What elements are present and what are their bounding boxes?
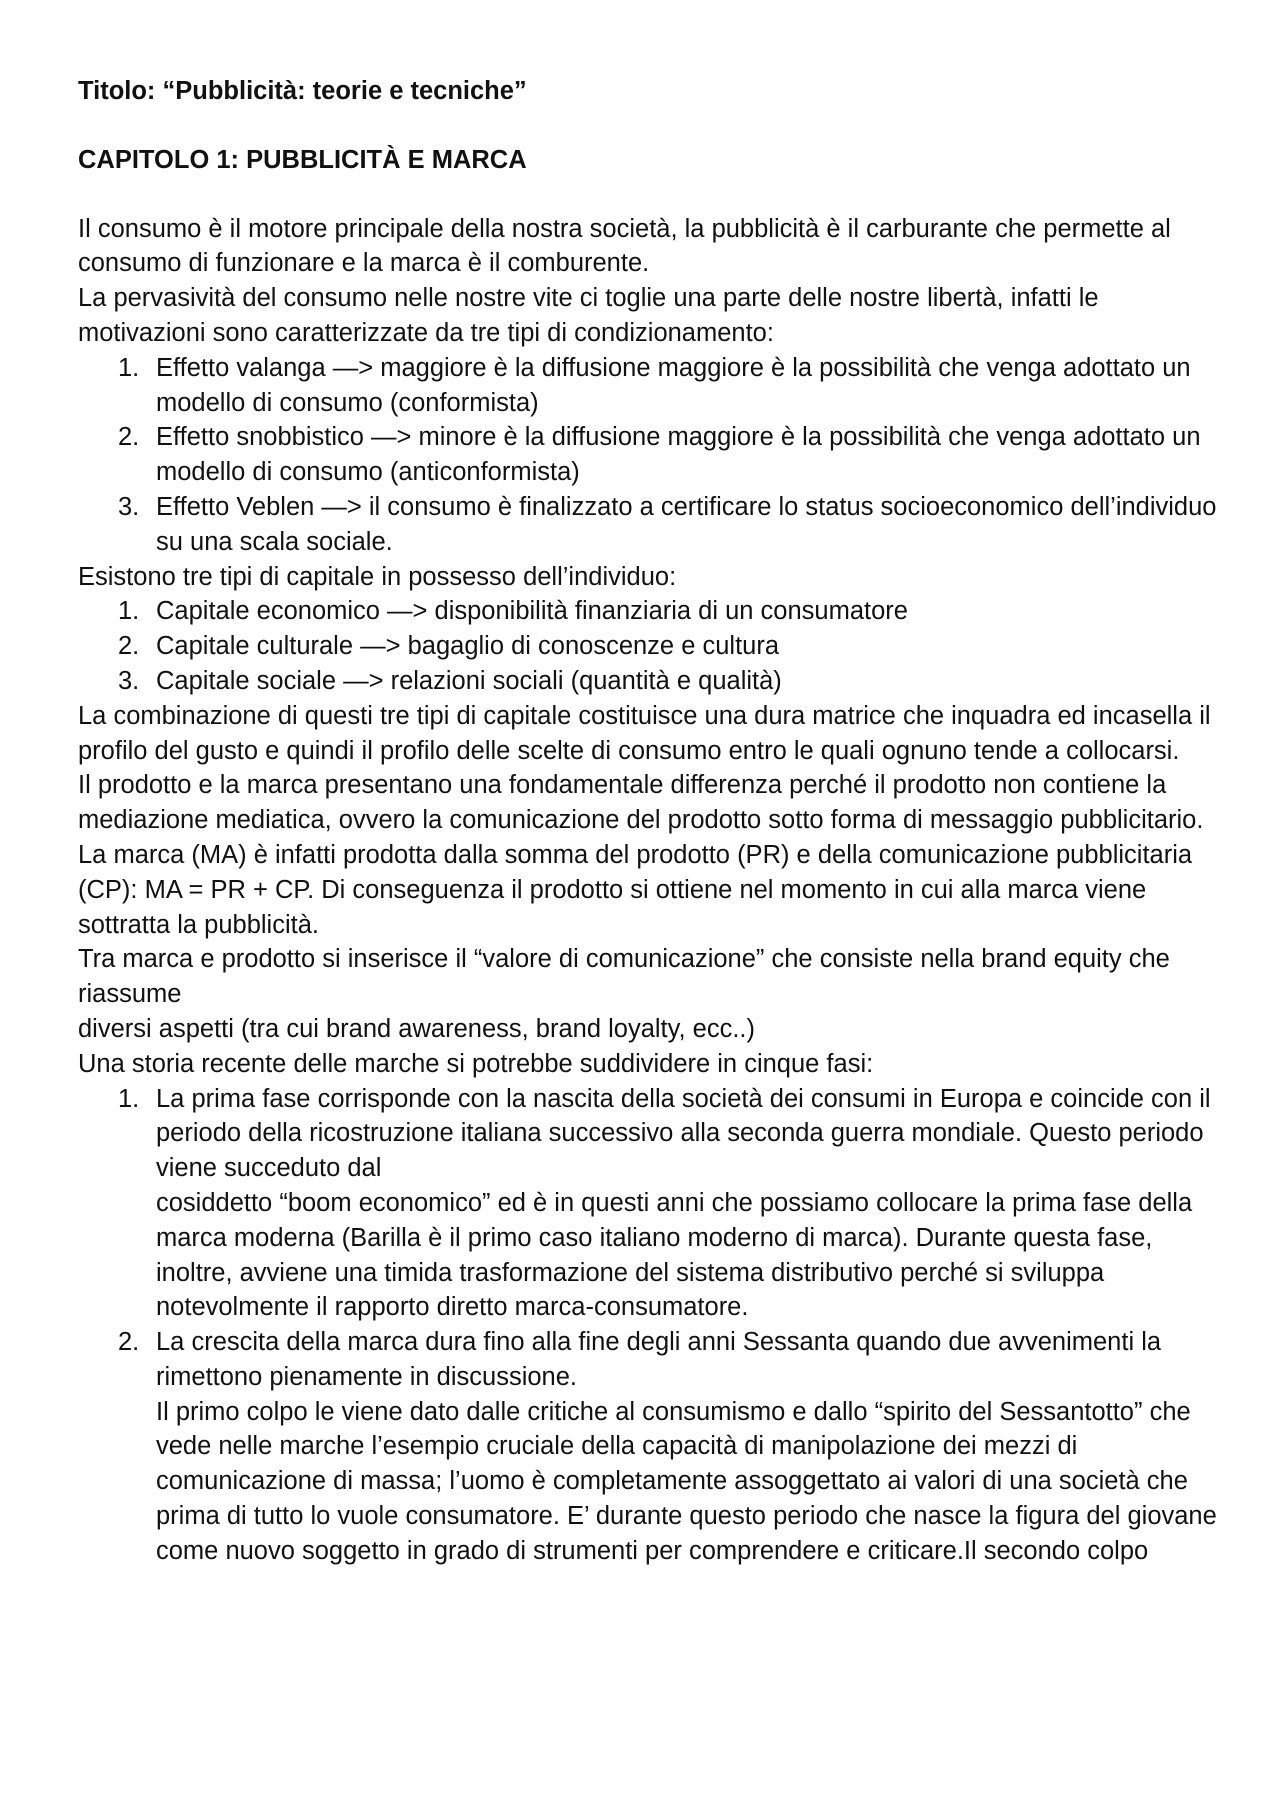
- paragraph-prodotto-marca: Il prodotto e la marca presentano una fondamentale differenza perché il prodotto non contiene la mediazione mediatica, ovvero la comunicazione del prodotto sotto forma di messaggio pubblicitario. La marca (MA) è infatti prodotta dalla somma del prodotto (PR) e della comunicazione pubblicitaria (CP): MA = PR + CP. Di conseguenza il prodotto si ottiene nel momento in cui alla marca viene sottratta la pubblicità.: [78, 771, 1204, 939]
- list-item: 1. Capitale economico —> disponibilità finanziaria di un consumatore: [118, 597, 908, 626]
- list-item: 2. Capitale culturale —> bagaglio di conoscenze e cultura: [118, 632, 780, 661]
- paragraph-valore-b: diversi aspetti (tra cui brand awareness, brand loyalty, ecc..): [78, 1014, 755, 1043]
- paragraph-consumo: Il consumo è il motore principale della nostra società, la pubblicità è il carburante che permette al consumo di funzionare e la marca è il comburente.: [78, 214, 1171, 278]
- paragraph-capitale: Esistono tre tipi di capitale in possesso dell’individuo:: [78, 562, 677, 591]
- paragraph-valore-a: Tra marca e prodotto si inserisce il “valore di comunicazione” che consiste nella brand equity che riassume: [78, 945, 1170, 1009]
- list-item: 2. Effetto snobbistico —> minore è la diffusione maggiore è la possibilità che venga adottato un modello di consumo (anticonformista): [118, 423, 1201, 487]
- effects-list: [78, 351, 1220, 560]
- paragraph-storia: Una storia recente delle marche si potrebbe suddividere in cinque fasi:: [78, 1049, 874, 1078]
- phases-list: [78, 1082, 1220, 1569]
- list-item: 2. La crescita della marca dura fino alla fine degli anni Sessanta quando due avvenimenti la rimettono pienamente in discussione. Il primo colpo le viene dato dalle critiche al consumismo e dallo “spirito del Sessantotto” che vede nelle marche l’esempio cruciale della capacità di manipolazione dei mezzi di comunicazione di massa; l’uomo è completamente assoggettato ai valori di una società che prima di tutto lo vuole consumatore. E’ durante questo periodo che nasce la figura del giovane come nuovo soggetto in grado di strumenti per comprendere e criticare.Il secondo colpo: [118, 1328, 1217, 1565]
- paragraph-combinazione: La combinazione di questi tre tipi di capitale costituisce una dura matrice che inquadra ed incasella il profilo del gusto e quindi il profilo delle scelte di consumo entro le quali ognuno tende a collocarsi.: [78, 701, 1211, 765]
- list-item: 3. Capitale sociale —> relazioni sociali (quantità e qualità): [118, 666, 782, 695]
- list-item: 3. Effetto Veblen —> il consumo è finalizzato a certificare lo status socioeconomico dell’individuo su una scala sociale.: [118, 492, 1217, 556]
- document-title: Titolo: “Pubblicità: teorie e tecniche”: [78, 77, 527, 105]
- capitals-list: [78, 594, 1220, 698]
- list-item: 1. Effetto valanga —> maggiore è la diffusione maggiore è la possibilità che venga adottato un modello di consumo (conformista): [118, 353, 1191, 417]
- list-item: 1. La prima fase corrisponde con la nascita della società dei consumi in Europa e coincide con il periodo della ricostruzione italiana successivo alla seconda guerra mondiale. Questo periodo viene succeduto dal cosiddetto “boom economico” ed è in questi anni che possiamo collocare la prima fase della marca moderna (Barilla è il primo caso italiano moderno di marca). Durante questa fase, inoltre, avviene una timida trasformazione del sistema distributivo perché si sviluppa notevolmente il rapporto diretto marca-consumatore.: [118, 1084, 1211, 1322]
- chapter-heading: CAPITOLO 1: PUBBLICITÀ E MARCA: [78, 145, 527, 174]
- paragraph-pervasivita: La pervasività del consumo nelle nostre vite ci toglie una parte delle nostre libertà, infatti le motivazioni sono caratterizzate da tre tipi di condizionamento:: [78, 284, 1099, 347]
